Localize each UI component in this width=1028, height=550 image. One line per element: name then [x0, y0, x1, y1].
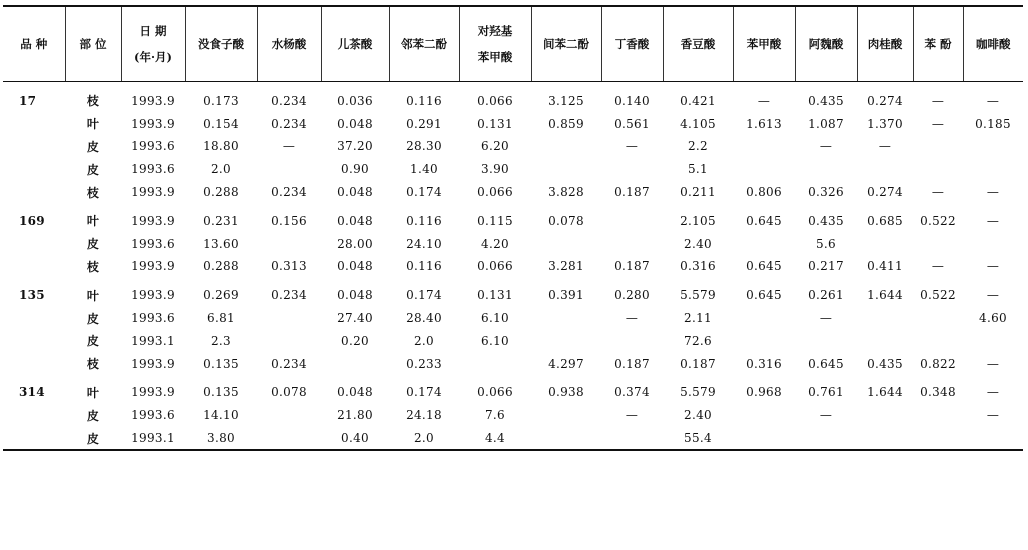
- value-cell: 0.822: [920, 356, 956, 371]
- value-cell: —: [625, 139, 639, 154]
- column-header-text: 苯甲酸: [746, 36, 782, 51]
- value-cell: [795, 158, 857, 181]
- table-row: [3, 158, 1023, 181]
- table-row: [3, 352, 1023, 375]
- value-cell: 0.522: [920, 288, 956, 303]
- column-header-text: 苯 酚: [924, 36, 952, 51]
- value-cell: 28.40: [406, 311, 442, 326]
- value-cell: 0.048: [337, 213, 373, 228]
- table-row: [3, 381, 1023, 404]
- value-cell: [733, 404, 795, 427]
- value-cell: 0.174: [406, 185, 442, 200]
- value-cell: 0.421: [680, 93, 716, 108]
- value-cell: 3.281: [548, 259, 584, 274]
- table-row: [3, 255, 1023, 278]
- value-cell: 0.048: [337, 288, 373, 303]
- variety-cell: 135: [19, 288, 45, 303]
- column-header: [795, 6, 857, 81]
- value-cell: 0.20: [341, 333, 369, 348]
- value-cell: 27.40: [337, 311, 373, 326]
- value-cell: 0.316: [680, 259, 716, 274]
- value-cell: 14.10: [203, 408, 239, 423]
- value-cell: [531, 135, 601, 158]
- value-cell: [257, 329, 321, 352]
- value-cell: 3.90: [481, 162, 509, 177]
- value-cell: [257, 232, 321, 255]
- value-cell: 2.0: [211, 162, 231, 177]
- date-cell: 1993.1: [121, 427, 185, 451]
- value-cell: [963, 427, 1023, 451]
- value-cell: 0.217: [808, 259, 844, 274]
- value-cell: [857, 427, 913, 451]
- column-header-text: 没食子酸: [198, 36, 244, 51]
- value-cell: 0.066: [477, 93, 513, 108]
- value-cell: 0.234: [271, 288, 307, 303]
- date-cell: 1993.9: [131, 288, 175, 303]
- value-cell: 0.435: [867, 356, 903, 371]
- value-cell: 0.174: [406, 385, 442, 400]
- value-cell: 2.3: [211, 333, 231, 348]
- date-cell: 1993.9: [131, 93, 175, 108]
- value-cell: [257, 427, 321, 451]
- variety-cell: [3, 135, 65, 158]
- value-cell: [857, 307, 913, 330]
- value-cell: 3.828: [548, 185, 584, 200]
- column-header: [459, 6, 531, 81]
- date-cell: 1993.1: [131, 333, 175, 348]
- value-cell: 0.938: [548, 385, 584, 400]
- value-cell: 0.187: [614, 259, 650, 274]
- value-cell: 0.187: [614, 185, 650, 200]
- value-cell: 0.140: [614, 93, 650, 108]
- value-cell: —: [986, 408, 1000, 423]
- table-row: [3, 284, 1023, 307]
- value-cell: 0.135: [203, 385, 239, 400]
- part-cell: 枝: [86, 259, 100, 274]
- value-cell: 0.185: [975, 116, 1011, 131]
- value-cell: [857, 158, 913, 181]
- value-cell: 0.116: [406, 93, 442, 108]
- column-header-text: 水杨酸: [271, 36, 307, 51]
- value-cell: [963, 158, 1023, 181]
- value-cell: [913, 329, 963, 352]
- part-cell: 叶: [86, 117, 100, 132]
- value-cell: 0.561: [614, 116, 650, 131]
- value-cell: 0.968: [746, 385, 782, 400]
- column-header-text: 儿茶酸: [337, 36, 373, 51]
- value-cell: 0.131: [477, 288, 513, 303]
- value-cell: 0.234: [271, 93, 307, 108]
- value-cell: 6.20: [481, 139, 509, 154]
- value-cell: 55.4: [663, 427, 733, 451]
- value-cell: —: [986, 288, 1000, 303]
- table-row: [3, 307, 1023, 330]
- value-cell: 0.231: [203, 213, 239, 228]
- part-cell: 枝: [86, 357, 100, 372]
- date-cell: 1993.9: [131, 259, 175, 274]
- date-cell: 1993.9: [131, 185, 175, 200]
- value-cell: 4.20: [481, 236, 509, 251]
- value-cell: 0.174: [406, 288, 442, 303]
- value-cell: 6.10: [481, 333, 509, 348]
- value-cell: 0.40: [321, 427, 389, 451]
- column-header-text: 阿魏酸: [808, 36, 844, 51]
- value-cell: [733, 135, 795, 158]
- value-cell: 18.80: [203, 139, 239, 154]
- value-cell: 0.435: [808, 93, 844, 108]
- value-cell: 0.048: [337, 185, 373, 200]
- value-cell: 0.211: [680, 185, 716, 200]
- variety-cell: [3, 112, 65, 135]
- column-header-text: 咖啡酸: [976, 36, 1011, 51]
- value-cell: [913, 404, 963, 427]
- column-header-text: 丁香酸: [614, 36, 650, 51]
- value-cell: —: [819, 139, 833, 154]
- column-header: [185, 6, 257, 81]
- value-cell: [321, 352, 389, 375]
- value-cell: 0.066: [477, 185, 513, 200]
- value-cell: —: [625, 311, 639, 326]
- date-cell: 1993.6: [131, 236, 175, 251]
- value-cell: [913, 135, 963, 158]
- value-cell: 0.036: [337, 93, 373, 108]
- value-cell: —: [819, 408, 833, 423]
- part-cell: 枝: [86, 94, 100, 109]
- value-cell: [531, 158, 601, 181]
- value-cell: 24.10: [406, 236, 442, 251]
- value-cell: [601, 209, 663, 232]
- column-header-text: (年·月): [134, 49, 172, 64]
- value-cell: [795, 329, 857, 352]
- value-cell: 0.131: [477, 116, 513, 131]
- value-cell: 0.374: [614, 385, 650, 400]
- value-cell: [913, 307, 963, 330]
- part-cell: 叶: [86, 385, 100, 400]
- value-cell: 0.288: [203, 185, 239, 200]
- column-header: [257, 6, 321, 81]
- value-cell: [913, 232, 963, 255]
- value-cell: 5.6: [816, 236, 836, 251]
- date-cell: 1993.6: [131, 408, 175, 423]
- table-body: [3, 81, 1023, 450]
- value-cell: [857, 329, 913, 352]
- value-cell: [733, 329, 795, 352]
- variety-cell: 17: [19, 93, 37, 108]
- part-cell: 皮: [86, 311, 100, 326]
- value-cell: [257, 404, 321, 427]
- value-cell: 0.435: [808, 213, 844, 228]
- value-cell: 0.859: [548, 116, 584, 131]
- table-header-row: [3, 6, 1023, 81]
- part-cell: 皮: [65, 427, 121, 451]
- value-cell: 0.116: [406, 259, 442, 274]
- value-cell: 21.80: [337, 408, 373, 423]
- value-cell: [733, 307, 795, 330]
- variety-cell: [3, 404, 65, 427]
- date-cell: 1993.9: [131, 356, 175, 371]
- value-cell: [531, 404, 601, 427]
- column-header-text: 部 位: [79, 36, 107, 51]
- value-cell: 0.391: [548, 288, 584, 303]
- value-cell: 24.18: [406, 408, 442, 423]
- value-cell: [601, 232, 663, 255]
- column-header-text: 间苯二酚: [543, 36, 589, 51]
- value-cell: 2.40: [684, 408, 712, 423]
- column-header: [663, 6, 733, 81]
- value-cell: 0.187: [680, 356, 716, 371]
- variety-cell: [3, 307, 65, 330]
- value-cell: [601, 427, 663, 451]
- value-cell: 72.6: [684, 333, 712, 348]
- value-cell: 0.156: [271, 213, 307, 228]
- value-cell: —: [986, 385, 1000, 400]
- value-cell: 5.579: [680, 385, 716, 400]
- value-cell: 0.234: [271, 185, 307, 200]
- part-cell: 枝: [86, 185, 100, 200]
- value-cell: 0.154: [203, 116, 239, 131]
- value-cell: —: [986, 259, 1000, 274]
- column-header: [321, 6, 389, 81]
- value-cell: 0.078: [548, 213, 584, 228]
- part-cell: 皮: [86, 408, 100, 423]
- table-row: [3, 329, 1023, 352]
- part-cell: 皮: [86, 139, 100, 154]
- column-header: [121, 6, 185, 81]
- value-cell: 4.60: [979, 311, 1007, 326]
- value-cell: 0.326: [808, 185, 844, 200]
- value-cell: [913, 427, 963, 451]
- value-cell: —: [282, 139, 296, 154]
- column-header: [857, 6, 913, 81]
- variety-cell: [3, 181, 65, 204]
- part-cell: 皮: [86, 334, 100, 349]
- value-cell: 0.280: [614, 288, 650, 303]
- column-header: [389, 6, 459, 81]
- part-cell: 叶: [86, 288, 100, 303]
- value-cell: 1.370: [867, 116, 903, 131]
- column-header: [3, 6, 65, 81]
- value-cell: 0.645: [746, 213, 782, 228]
- value-cell: 0.291: [406, 116, 442, 131]
- phenolic-acid-table: [3, 5, 1023, 451]
- value-cell: [257, 307, 321, 330]
- table-row: [3, 232, 1023, 255]
- value-cell: 0.187: [614, 356, 650, 371]
- value-cell: —: [986, 213, 1000, 228]
- value-cell: —: [986, 356, 1000, 371]
- variety-cell: [3, 232, 65, 255]
- value-cell: 5.579: [680, 288, 716, 303]
- part-cell: 皮: [86, 162, 100, 177]
- value-cell: 6.10: [481, 311, 509, 326]
- column-header: [65, 6, 121, 81]
- value-cell: —: [625, 408, 639, 423]
- value-cell: 5.1: [688, 162, 708, 177]
- table-row: [3, 404, 1023, 427]
- value-cell: 0.806: [746, 185, 782, 200]
- value-cell: 0.261: [808, 288, 844, 303]
- value-cell: —: [878, 139, 892, 154]
- value-cell: [601, 158, 663, 181]
- value-cell: [601, 329, 663, 352]
- value-cell: 0.411: [867, 259, 903, 274]
- date-cell: 1993.9: [131, 116, 175, 131]
- value-cell: [963, 329, 1023, 352]
- value-cell: 28.30: [406, 139, 442, 154]
- value-cell: 13.60: [203, 236, 239, 251]
- value-cell: 0.348: [920, 385, 956, 400]
- variety-cell: 169: [19, 213, 45, 228]
- value-cell: [459, 352, 531, 375]
- table-row: [3, 427, 1023, 451]
- value-cell: [913, 158, 963, 181]
- column-header: [913, 6, 963, 81]
- part-cell: 叶: [86, 214, 100, 229]
- value-cell: —: [986, 93, 1000, 108]
- value-cell: [733, 232, 795, 255]
- value-cell: 0.048: [337, 259, 373, 274]
- variety-cell: [3, 329, 65, 352]
- value-cell: 0.135: [203, 356, 239, 371]
- value-cell: [963, 232, 1023, 255]
- value-cell: 1.087: [808, 116, 844, 131]
- table-row: [3, 181, 1023, 204]
- value-cell: [531, 427, 601, 451]
- value-cell: —: [931, 259, 945, 274]
- value-cell: 0.274: [867, 185, 903, 200]
- table-row: [3, 112, 1023, 135]
- value-cell: 0.645: [746, 259, 782, 274]
- value-cell: 2.40: [684, 236, 712, 251]
- value-cell: 0.078: [271, 385, 307, 400]
- value-cell: —: [931, 116, 945, 131]
- column-header-text: 香豆酸: [680, 36, 716, 51]
- table-row: [3, 135, 1023, 158]
- value-cell: 4.105: [680, 116, 716, 131]
- value-cell: 3.125: [548, 93, 584, 108]
- data-table-container: [3, 5, 1023, 451]
- value-cell: 2.105: [680, 213, 716, 228]
- value-cell: 0.173: [203, 93, 239, 108]
- column-header: [963, 6, 1023, 81]
- value-cell: 0.645: [746, 288, 782, 303]
- value-cell: [733, 427, 795, 451]
- value-cell: [733, 158, 795, 181]
- column-header: [733, 6, 795, 81]
- value-cell: [857, 404, 913, 427]
- column-header-text: 品 种: [20, 36, 48, 51]
- value-cell: 0.115: [477, 213, 513, 228]
- value-cell: 3.80: [185, 427, 257, 451]
- value-cell: 1.40: [410, 162, 438, 177]
- value-cell: [531, 232, 601, 255]
- value-cell: 1.644: [867, 288, 903, 303]
- table-row: [3, 81, 1023, 112]
- value-cell: 0.234: [271, 116, 307, 131]
- value-cell: 4.4: [459, 427, 531, 451]
- variety-cell: [3, 352, 65, 375]
- date-cell: 1993.6: [131, 311, 175, 326]
- value-cell: 0.761: [808, 385, 844, 400]
- value-cell: 2.0: [414, 333, 434, 348]
- value-cell: 0.645: [808, 356, 844, 371]
- value-cell: —: [819, 311, 833, 326]
- variety-cell: [3, 255, 65, 278]
- value-cell: 0.313: [271, 259, 307, 274]
- variety-cell: [3, 158, 65, 181]
- column-header-text: 日 期: [139, 23, 167, 38]
- value-cell: 4.297: [548, 356, 584, 371]
- column-header: [531, 6, 601, 81]
- value-cell: [257, 158, 321, 181]
- value-cell: [531, 329, 601, 352]
- part-cell: 皮: [86, 237, 100, 252]
- date-cell: 1993.6: [131, 139, 175, 154]
- value-cell: 0.116: [406, 213, 442, 228]
- value-cell: 1.613: [746, 116, 782, 131]
- value-cell: 0.269: [203, 288, 239, 303]
- value-cell: 7.6: [485, 408, 505, 423]
- value-cell: 28.00: [337, 236, 373, 251]
- value-cell: [963, 135, 1023, 158]
- date-cell: 1993.9: [131, 385, 175, 400]
- value-cell: 0.066: [477, 259, 513, 274]
- value-cell: 0.90: [341, 162, 369, 177]
- value-cell: [531, 307, 601, 330]
- table-row: [3, 209, 1023, 232]
- variety-cell: 314: [19, 385, 45, 400]
- value-cell: [795, 427, 857, 451]
- variety-cell: [3, 427, 65, 451]
- column-header-text: 对羟基: [477, 23, 513, 38]
- column-header-text: 肉桂酸: [867, 36, 903, 51]
- value-cell: 0.066: [477, 385, 513, 400]
- value-cell: 0.233: [406, 356, 442, 371]
- value-cell: 2.0: [389, 427, 459, 451]
- date-cell: 1993.9: [131, 213, 175, 228]
- value-cell: 0.048: [337, 385, 373, 400]
- value-cell: —: [757, 93, 771, 108]
- value-cell: 0.288: [203, 259, 239, 274]
- value-cell: 0.685: [867, 213, 903, 228]
- column-header: [601, 6, 663, 81]
- value-cell: —: [931, 185, 945, 200]
- value-cell: 6.81: [207, 311, 235, 326]
- value-cell: 37.20: [337, 139, 373, 154]
- value-cell: —: [931, 93, 945, 108]
- value-cell: 2.11: [684, 311, 712, 326]
- value-cell: 0.274: [867, 93, 903, 108]
- value-cell: 0.522: [920, 213, 956, 228]
- value-cell: 0.234: [271, 356, 307, 371]
- value-cell: —: [986, 185, 1000, 200]
- value-cell: 2.2: [688, 139, 708, 154]
- column-header-text: 邻苯二酚: [401, 36, 447, 51]
- value-cell: 0.316: [746, 356, 782, 371]
- column-header-text: 苯甲酸: [477, 49, 513, 64]
- date-cell: 1993.6: [131, 162, 175, 177]
- value-cell: 1.644: [867, 385, 903, 400]
- value-cell: [857, 232, 913, 255]
- value-cell: 0.048: [337, 116, 373, 131]
